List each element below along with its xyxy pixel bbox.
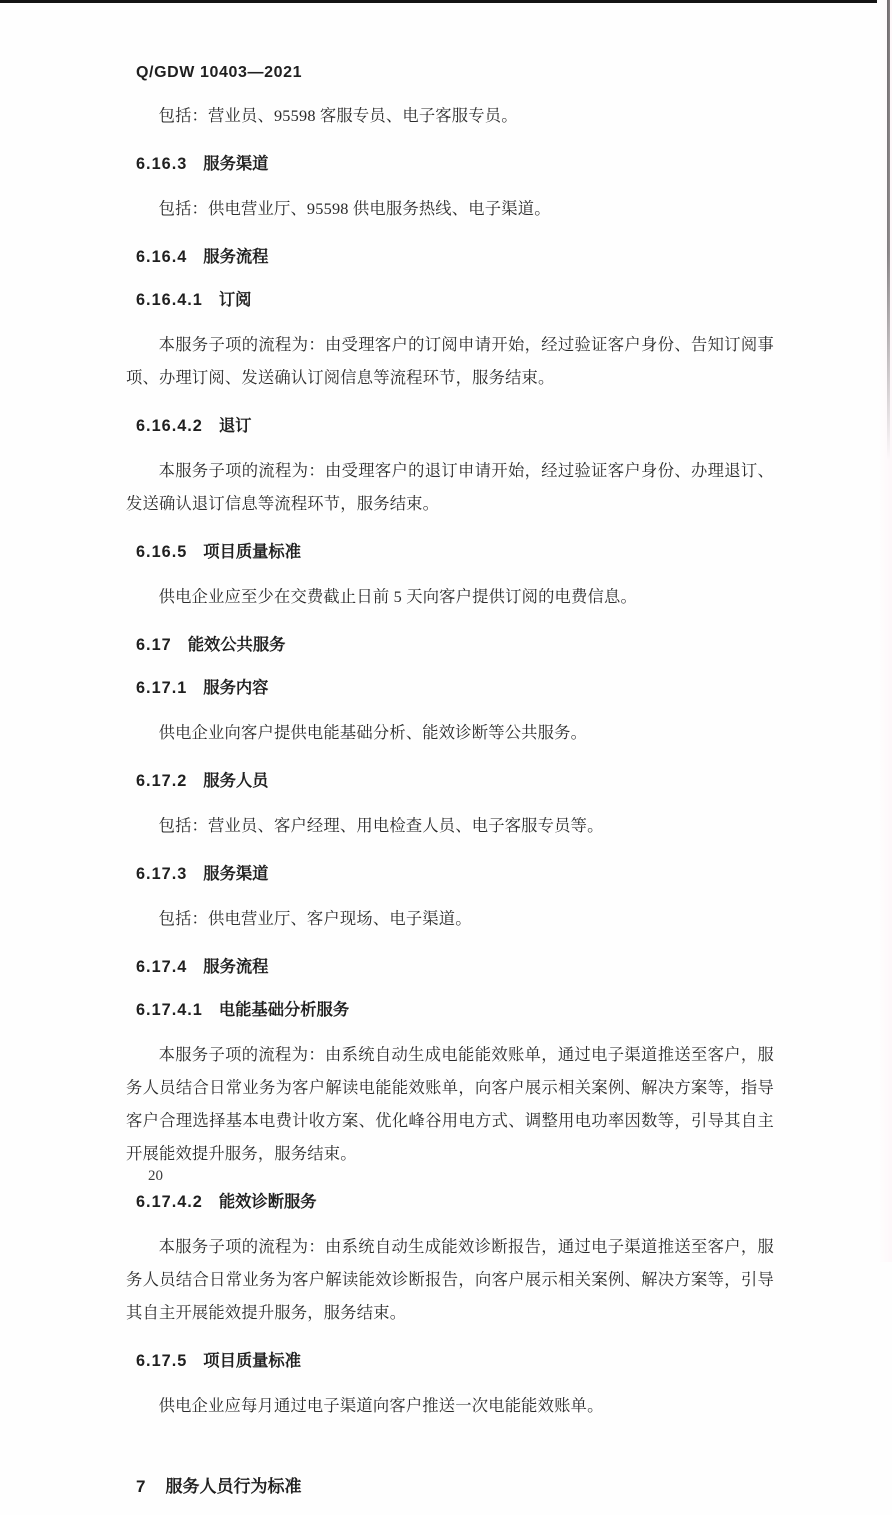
section-title: 退订	[218, 417, 252, 435]
section-heading-6-16-4	[126, 246, 774, 268]
section-number: 6.17.4.2	[136, 1193, 203, 1211]
paragraph-energy-diagnosis-flow: 本服务子项的流程为：由系统自动生成能效诊断报告，通过电子渠道推送至客户，服务人员结合日常业务为客户解读能效诊断报告，向客户展示相关案例、解决方案等，引导其自主开展能效提升服务，服务结束。	[126, 1237, 774, 1322]
section-number: 6.16.4.1	[136, 291, 203, 309]
paragraph-subscribe-flow: 本服务子项的流程为：由受理客户的订阅申请开始，经过验证客户身份、告知订阅事项、办理订阅、发送确认订阅信息等流程环节，服务结束。	[126, 335, 774, 387]
page-number: 20	[148, 1168, 163, 1184]
paragraph-quality-standard-6-17-5: 供电企业应每月通过电子渠道向客户推送一次电能能效账单。	[158, 1396, 604, 1415]
section-heading-6-16-4-1	[126, 289, 774, 311]
section-title: 服务渠道	[203, 155, 269, 173]
section-title: 服务流程	[203, 248, 269, 266]
section-number: 6.17.2	[136, 772, 188, 790]
scan-right-edge-artifact	[887, 0, 890, 460]
section-heading-6-17-4	[126, 956, 774, 978]
section-title: 服务流程	[203, 958, 269, 976]
section-number: 6.17.4	[136, 958, 188, 976]
section-title: 订阅	[218, 291, 252, 309]
section-number: 6.17.5	[136, 1352, 188, 1370]
section-heading-6-17-3	[126, 863, 774, 885]
paragraph-unsubscribe-flow: 本服务子项的流程为：由受理客户的退订申请开始，经过验证客户身份、办理退订、发送确认退订信息等流程环节，服务结束。	[126, 461, 774, 513]
chapter-number: 7	[136, 1477, 146, 1496]
paragraph-quality-standard-6-16-5: 供电企业应至少在交费截止日前 5 天向客户提供订阅的电费信息。	[158, 587, 637, 606]
paragraph-energy-analysis-flow: 本服务子项的流程为：由系统自动生成电能能效账单，通过电子渠道推送至客户，服务人员结合日常业务为客户解读电能能效账单，向客户展示相关案例、解决方案等，指导客户合理选择基本电费计收方案、优化峰谷用电方式、调整用电功率因数等，引导其自主开展能效提升服务，服务结束。	[126, 1045, 774, 1163]
section-number: 6.17	[136, 636, 172, 654]
section-title: 电能基础分析服务	[218, 1001, 350, 1019]
document-page	[126, 0, 774, 1515]
chapter-heading-7	[126, 1472, 774, 1497]
section-title: 服务渠道	[203, 865, 269, 883]
section-heading-6-16-5	[126, 541, 774, 563]
section-number: 6.16.3	[136, 155, 188, 173]
section-number: 6.16.5	[136, 543, 188, 561]
section-title: 能效诊断服务	[218, 1193, 317, 1211]
section-heading-6-17-2	[126, 770, 774, 792]
section-number: 6.16.4.2	[136, 417, 203, 435]
section-title: 项目质量标准	[203, 543, 301, 561]
section-heading-6-16-4-2	[126, 415, 774, 437]
section-number: 6.17.1	[136, 679, 188, 697]
section-number: 6.17.4.1	[136, 1001, 203, 1019]
paragraph-service-staff-list: 包括：营业员、95598 客服专员、电子客服专员。	[158, 106, 518, 125]
section-title: 能效公共服务	[187, 636, 286, 654]
section-title: 服务人员	[203, 772, 269, 790]
section-number: 6.17.3	[136, 865, 188, 883]
running-header: Q/GDW 10403—2021	[136, 64, 303, 81]
chapter-title: 服务人员行为标准	[165, 1477, 302, 1496]
section-heading-6-17	[126, 634, 774, 656]
section-heading-6-17-1	[126, 677, 774, 699]
section-title: 服务内容	[203, 679, 269, 697]
section-number: 6.16.4	[136, 248, 188, 266]
paragraph-service-content: 供电企业向客户提供电能基础分析、能效诊断等公共服务。	[158, 723, 588, 742]
section-heading-6-17-5	[126, 1350, 774, 1372]
paragraph-service-channels-6-17-3: 包括：供电营业厅、客户现场、电子渠道。	[158, 909, 472, 928]
section-heading-6-17-4-1	[126, 999, 774, 1021]
section-title: 项目质量标准	[203, 1352, 301, 1370]
section-heading-6-16-3	[126, 153, 774, 175]
paragraph-service-staff-6-17-2: 包括：营业员、客户经理、用电检查人员、电子客服专员等。	[158, 816, 604, 835]
section-heading-6-17-4-2	[126, 1191, 774, 1213]
paragraph-service-channels: 包括：供电营业厅、95598 供电服务热线、电子渠道。	[158, 199, 551, 218]
